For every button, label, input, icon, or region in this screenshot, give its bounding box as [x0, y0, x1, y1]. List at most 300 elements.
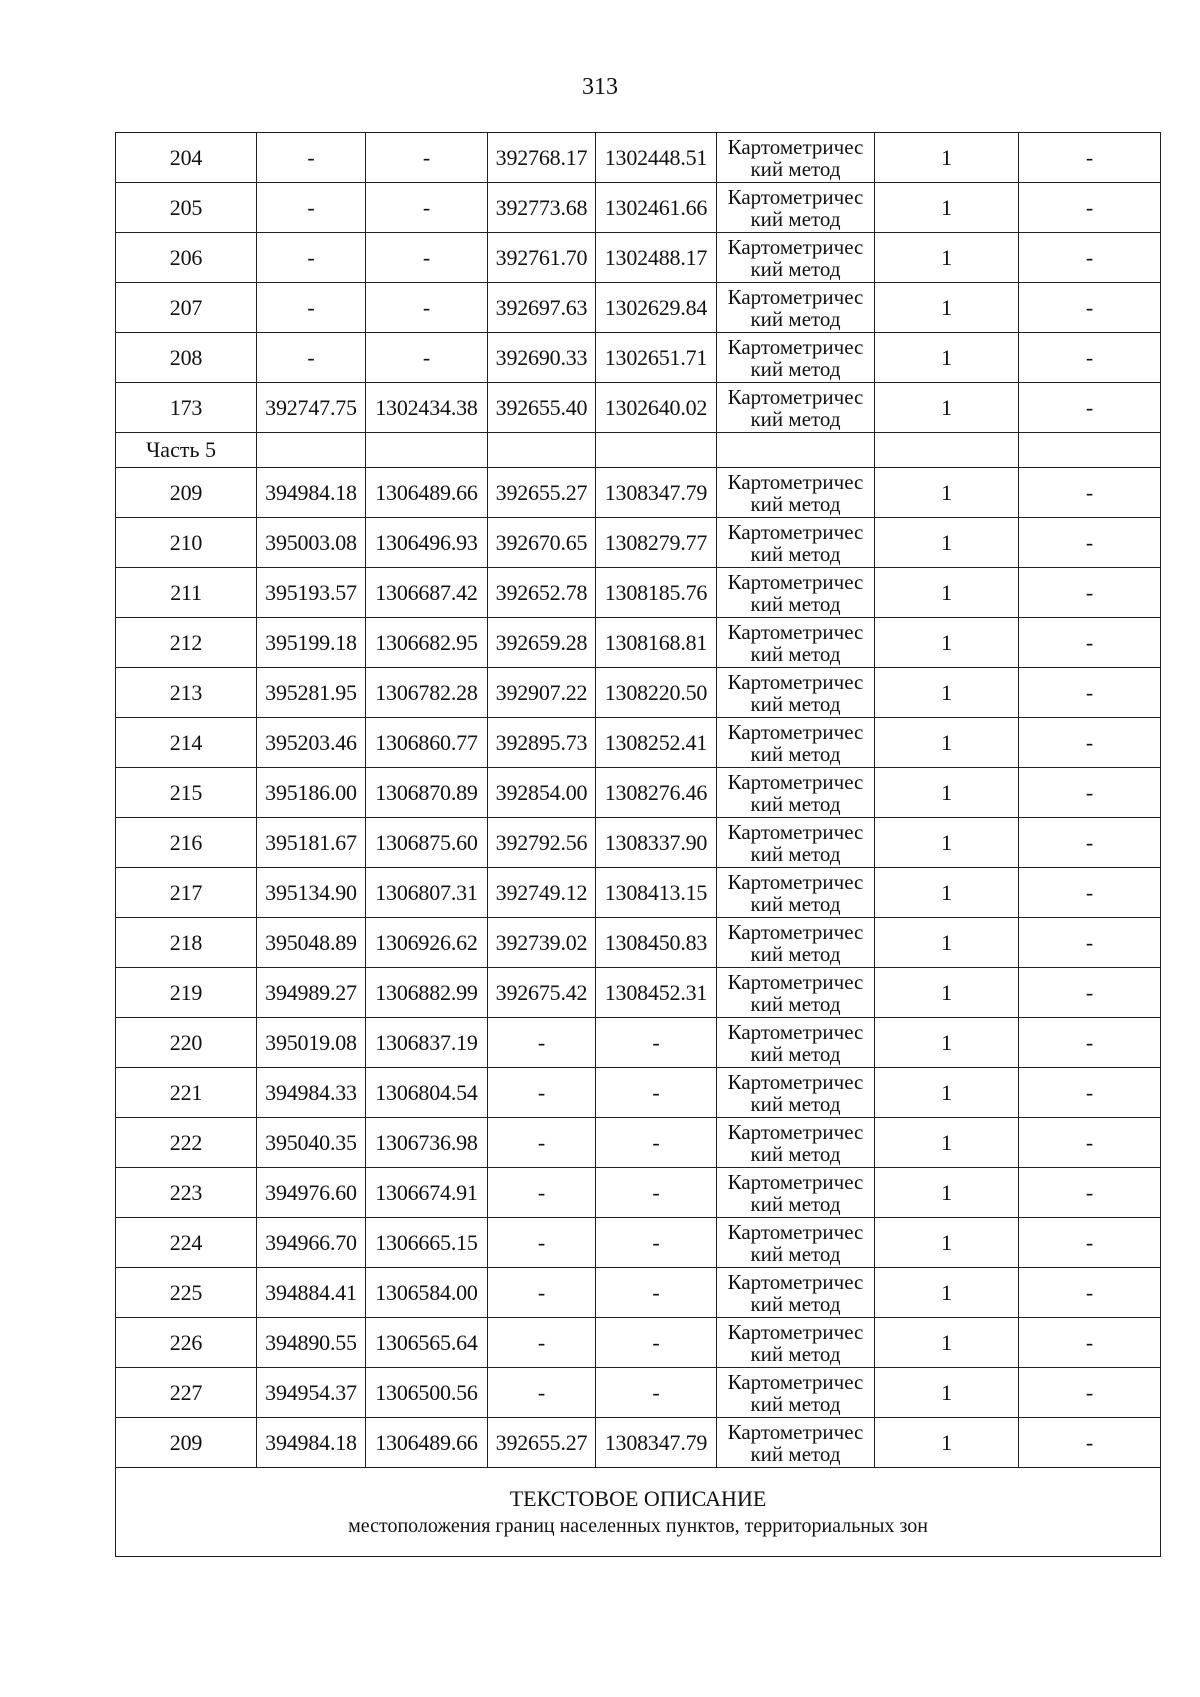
- y-old-cell: 1306882.99: [366, 968, 488, 1018]
- x-new-cell: -: [488, 1318, 596, 1368]
- point-number-cell: 213: [116, 668, 257, 718]
- footer-row: [116, 1468, 1161, 1557]
- method-line-1: Картометричес: [727, 234, 864, 259]
- y-new-cell: -: [596, 1218, 717, 1268]
- y-new-cell: 1302448.51: [596, 133, 717, 183]
- method-cell: [717, 1168, 875, 1218]
- y-new-cell: 1308168.81: [596, 618, 717, 668]
- method-line-1: Картометричес: [727, 1119, 864, 1144]
- accuracy-cell: 1: [875, 1168, 1019, 1218]
- y-new-cell: 1302461.66: [596, 183, 717, 233]
- y-new-cell: 1308450.83: [596, 918, 717, 968]
- accuracy-cell: 1: [875, 968, 1019, 1018]
- method-line-1: Картометричес: [727, 1319, 864, 1344]
- x-new-cell: 392895.73: [488, 718, 596, 768]
- method-cell: [717, 1418, 875, 1468]
- x-new-cell: 392697.63: [488, 283, 596, 333]
- method-cell: [717, 868, 875, 918]
- note-cell: -: [1019, 1068, 1161, 1118]
- method-line-2: кий метод: [750, 1091, 841, 1116]
- table-row: [116, 1368, 1161, 1418]
- note-cell: -: [1019, 968, 1161, 1018]
- note-cell: -: [1019, 868, 1161, 918]
- x-new-cell: 392670.65: [488, 518, 596, 568]
- point-number-cell: 223: [116, 1168, 257, 1218]
- method-cell: [717, 1318, 875, 1368]
- method-line-1: Картометричес: [727, 869, 864, 894]
- part-header-row: [116, 433, 1161, 468]
- accuracy-cell: 1: [875, 518, 1019, 568]
- table-row: [116, 283, 1161, 333]
- method-line-2: кий метод: [750, 156, 841, 181]
- x-old-cell: 395040.35: [257, 1118, 366, 1168]
- y-new-cell: 1308452.31: [596, 968, 717, 1018]
- x-old-cell: -: [257, 133, 366, 183]
- table-row: [116, 868, 1161, 918]
- method-cell: [717, 133, 875, 183]
- y-new-cell: 1302629.84: [596, 283, 717, 333]
- x-new-cell: 392739.02: [488, 918, 596, 968]
- table-row: [116, 718, 1161, 768]
- accuracy-cell: 1: [875, 183, 1019, 233]
- table-row: [116, 1068, 1161, 1118]
- method-cell: [717, 768, 875, 818]
- x-old-cell: 394976.60: [257, 1168, 366, 1218]
- x-old-cell: 395048.89: [257, 918, 366, 968]
- method-line-1: Картометричес: [727, 1169, 864, 1194]
- accuracy-cell: 1: [875, 668, 1019, 718]
- method-line-2: кий метод: [750, 406, 841, 431]
- method-line-1: Картометричес: [727, 469, 864, 494]
- method-line-1: Картометричес: [727, 134, 864, 159]
- y-old-cell: -: [366, 133, 488, 183]
- x-old-cell: 395199.18: [257, 618, 366, 668]
- note-cell: -: [1019, 1018, 1161, 1068]
- y-new-cell: -: [596, 1018, 717, 1068]
- note-cell: -: [1019, 1218, 1161, 1268]
- table-row: [116, 1168, 1161, 1218]
- method-line-2: кий метод: [750, 256, 841, 281]
- y-old-cell: 1306489.66: [366, 468, 488, 518]
- x-old-cell: 394989.27: [257, 968, 366, 1018]
- method-line-1: Картометричес: [727, 1219, 864, 1244]
- page-number: 313: [582, 74, 618, 100]
- y-new-cell: 1302488.17: [596, 233, 717, 283]
- y-old-cell: -: [366, 183, 488, 233]
- table-row: [116, 233, 1161, 283]
- y-new-cell: 1308413.15: [596, 868, 717, 918]
- accuracy-cell: 1: [875, 618, 1019, 668]
- x-old-cell: 394966.70: [257, 1218, 366, 1268]
- x-old-cell: 395203.46: [257, 718, 366, 768]
- method-line-1: Картометричес: [727, 619, 864, 644]
- x-old-cell: 394884.41: [257, 1268, 366, 1318]
- method-cell: [717, 383, 875, 433]
- x-new-cell: 392655.40: [488, 383, 596, 433]
- method-cell: [717, 668, 875, 718]
- method-line-2: кий метод: [750, 206, 841, 231]
- y-new-cell: 1308252.41: [596, 718, 717, 768]
- x-new-cell: 392907.22: [488, 668, 596, 718]
- method-line-2: кий метод: [750, 1041, 841, 1066]
- table-row: [116, 468, 1161, 518]
- y-old-cell: 1306804.54: [366, 1068, 488, 1118]
- y-old-cell: 1306674.91: [366, 1168, 488, 1218]
- note-cell: -: [1019, 918, 1161, 968]
- point-number-cell: 216: [116, 818, 257, 868]
- y-new-cell: -: [596, 1068, 717, 1118]
- y-new-cell: -: [596, 1368, 717, 1418]
- method-cell: [717, 1268, 875, 1318]
- y-old-cell: -: [366, 283, 488, 333]
- method-line-1: Картометричес: [727, 184, 864, 209]
- x-old-cell: 395019.08: [257, 1018, 366, 1068]
- x-new-cell: 392773.68: [488, 183, 596, 233]
- table-row: [116, 1118, 1161, 1168]
- method-cell: [717, 518, 875, 568]
- accuracy-cell: 1: [875, 1268, 1019, 1318]
- method-line-2: кий метод: [750, 356, 841, 381]
- method-line-2: кий метод: [750, 841, 841, 866]
- table-row: [116, 183, 1161, 233]
- method-cell: [717, 1218, 875, 1268]
- x-old-cell: 394890.55: [257, 1318, 366, 1368]
- y-new-cell: -: [596, 1268, 717, 1318]
- point-number-cell: 222: [116, 1118, 257, 1168]
- method-line-1: Картометричес: [727, 569, 864, 594]
- point-number-cell: 214: [116, 718, 257, 768]
- method-line-2: кий метод: [750, 991, 841, 1016]
- method-cell: [717, 333, 875, 383]
- note-cell: -: [1019, 568, 1161, 618]
- note-cell: -: [1019, 233, 1161, 283]
- y-new-cell: 1308337.90: [596, 818, 717, 868]
- accuracy-cell: 1: [875, 918, 1019, 968]
- x-new-cell: -: [488, 1218, 596, 1268]
- method-cell: [717, 1018, 875, 1068]
- x-old-cell: 395181.67: [257, 818, 366, 868]
- accuracy-cell: 1: [875, 1218, 1019, 1268]
- y-old-cell: 1306875.60: [366, 818, 488, 868]
- x-new-cell: 392652.78: [488, 568, 596, 618]
- table-body: [116, 133, 1161, 1468]
- x-new-cell: -: [488, 1268, 596, 1318]
- note-cell: -: [1019, 1118, 1161, 1168]
- point-number-cell: 212: [116, 618, 257, 668]
- method-line-1: Картометричес: [727, 919, 864, 944]
- method-line-2: кий метод: [750, 1441, 841, 1466]
- point-number-cell: 204: [116, 133, 257, 183]
- method-cell: [717, 233, 875, 283]
- x-old-cell: 392747.75: [257, 383, 366, 433]
- x-old-cell: 395193.57: [257, 568, 366, 618]
- table-row: [116, 918, 1161, 968]
- x-old-cell: 395281.95: [257, 668, 366, 718]
- note-cell: -: [1019, 668, 1161, 718]
- method-cell: [717, 568, 875, 618]
- footer-subtitle: местоположения границ населенных пунктов, территориальных зон: [348, 1515, 928, 1537]
- x-new-cell: 392690.33: [488, 333, 596, 383]
- method-cell: [717, 1068, 875, 1118]
- note-cell: -: [1019, 1418, 1161, 1468]
- x-new-cell: 392792.56: [488, 818, 596, 868]
- method-line-2: кий метод: [750, 791, 841, 816]
- y-old-cell: 1306687.42: [366, 568, 488, 618]
- point-number-cell: 207: [116, 283, 257, 333]
- point-number-cell: 227: [116, 1368, 257, 1418]
- x-old-cell: 395003.08: [257, 518, 366, 568]
- method-line-2: кий метод: [750, 1191, 841, 1216]
- y-old-cell: 1306496.93: [366, 518, 488, 568]
- y-new-cell: 1302651.71: [596, 333, 717, 383]
- y-new-cell: -: [596, 1318, 717, 1368]
- table-row: [116, 1318, 1161, 1368]
- y-old-cell: 1302434.38: [366, 383, 488, 433]
- y-old-cell: 1306860.77: [366, 718, 488, 768]
- point-number-cell: 209: [116, 468, 257, 518]
- method-line-2: кий метод: [750, 491, 841, 516]
- method-cell: [717, 283, 875, 333]
- note-cell: -: [1019, 1318, 1161, 1368]
- y-new-cell: 1308276.46: [596, 768, 717, 818]
- y-new-cell: 1302640.02: [596, 383, 717, 433]
- method-line-2: кий метод: [750, 1291, 841, 1316]
- point-number-cell: 173: [116, 383, 257, 433]
- accuracy-cell: 1: [875, 233, 1019, 283]
- note-cell: -: [1019, 283, 1161, 333]
- y-old-cell: 1306837.19: [366, 1018, 488, 1068]
- method-line-2: кий метод: [750, 941, 841, 966]
- part-label: Часть 5: [116, 433, 257, 468]
- method-line-1: Картометричес: [727, 1369, 864, 1394]
- method-line-2: кий метод: [750, 1391, 841, 1416]
- method-line-1: Картометричес: [727, 1019, 864, 1044]
- x-new-cell: -: [488, 1068, 596, 1118]
- method-line-1: Картометричес: [727, 669, 864, 694]
- y-old-cell: 1306500.56: [366, 1368, 488, 1418]
- table-row: [116, 818, 1161, 868]
- accuracy-cell: 1: [875, 1418, 1019, 1468]
- y-old-cell: 1306870.89: [366, 768, 488, 818]
- accuracy-cell: 1: [875, 818, 1019, 868]
- method-cell: [717, 818, 875, 868]
- note-cell: -: [1019, 468, 1161, 518]
- method-line-2: кий метод: [750, 641, 841, 666]
- method-cell: [717, 718, 875, 768]
- note-cell: -: [1019, 333, 1161, 383]
- table-row: [116, 1218, 1161, 1268]
- method-cell: [717, 918, 875, 968]
- accuracy-cell: 1: [875, 1318, 1019, 1368]
- accuracy-cell: 1: [875, 1118, 1019, 1168]
- table-row: [116, 333, 1161, 383]
- table-row: [116, 383, 1161, 433]
- point-number-cell: 226: [116, 1318, 257, 1368]
- accuracy-cell: 1: [875, 383, 1019, 433]
- method-cell: [717, 183, 875, 233]
- table-row: [116, 1018, 1161, 1068]
- y-old-cell: 1306782.28: [366, 668, 488, 718]
- y-new-cell: 1308347.79: [596, 468, 717, 518]
- method-line-1: Картометричес: [727, 819, 864, 844]
- note-cell: -: [1019, 1268, 1161, 1318]
- point-number-cell: 217: [116, 868, 257, 918]
- empty-cell: [1019, 433, 1161, 468]
- y-old-cell: 1306584.00: [366, 1268, 488, 1318]
- point-number-cell: 221: [116, 1068, 257, 1118]
- x-new-cell: 392768.17: [488, 133, 596, 183]
- method-line-1: Картометричес: [727, 1419, 864, 1444]
- x-old-cell: 394954.37: [257, 1368, 366, 1418]
- x-old-cell: 395134.90: [257, 868, 366, 918]
- note-cell: -: [1019, 133, 1161, 183]
- x-new-cell: 392749.12: [488, 868, 596, 918]
- table-footer: [116, 1468, 1161, 1557]
- note-cell: -: [1019, 718, 1161, 768]
- method-line-2: кий метод: [750, 591, 841, 616]
- point-number-cell: 220: [116, 1018, 257, 1068]
- accuracy-cell: 1: [875, 718, 1019, 768]
- accuracy-cell: 1: [875, 1368, 1019, 1418]
- accuracy-cell: 1: [875, 1018, 1019, 1068]
- x-new-cell: -: [488, 1368, 596, 1418]
- x-old-cell: 394984.18: [257, 468, 366, 518]
- y-old-cell: 1306736.98: [366, 1118, 488, 1168]
- method-line-1: Картометричес: [727, 1269, 864, 1294]
- x-old-cell: 394984.33: [257, 1068, 366, 1118]
- method-line-1: Картометричес: [727, 1069, 864, 1094]
- y-old-cell: 1306665.15: [366, 1218, 488, 1268]
- x-new-cell: 392854.00: [488, 768, 596, 818]
- y-old-cell: 1306926.62: [366, 918, 488, 968]
- table-row: [116, 968, 1161, 1018]
- x-new-cell: 392659.28: [488, 618, 596, 668]
- y-new-cell: -: [596, 1118, 717, 1168]
- table-row: [116, 518, 1161, 568]
- note-cell: -: [1019, 818, 1161, 868]
- accuracy-cell: 1: [875, 133, 1019, 183]
- point-number-cell: 224: [116, 1218, 257, 1268]
- note-cell: -: [1019, 1168, 1161, 1218]
- y-new-cell: 1308220.50: [596, 668, 717, 718]
- y-old-cell: -: [366, 233, 488, 283]
- point-number-cell: 206: [116, 233, 257, 283]
- accuracy-cell: 1: [875, 1068, 1019, 1118]
- x-old-cell: -: [257, 183, 366, 233]
- y-new-cell: 1308279.77: [596, 518, 717, 568]
- table-row: [116, 1268, 1161, 1318]
- method-line-2: кий метод: [750, 1341, 841, 1366]
- accuracy-cell: 1: [875, 333, 1019, 383]
- method-cell: [717, 1368, 875, 1418]
- empty-cell: [257, 433, 366, 468]
- y-old-cell: -: [366, 333, 488, 383]
- y-old-cell: 1306565.64: [366, 1318, 488, 1368]
- table-row: [116, 768, 1161, 818]
- point-number-cell: 211: [116, 568, 257, 618]
- x-old-cell: 395186.00: [257, 768, 366, 818]
- point-number-cell: 210: [116, 518, 257, 568]
- table-row: [116, 618, 1161, 668]
- x-new-cell: -: [488, 1168, 596, 1218]
- y-old-cell: 1306682.95: [366, 618, 488, 668]
- accuracy-cell: 1: [875, 868, 1019, 918]
- method-line-2: кий метод: [750, 541, 841, 566]
- point-number-cell: 209: [116, 1418, 257, 1468]
- method-line-1: Картометричес: [727, 969, 864, 994]
- method-line-2: кий метод: [750, 1141, 841, 1166]
- y-old-cell: 1306489.66: [366, 1418, 488, 1468]
- y-new-cell: -: [596, 1168, 717, 1218]
- x-old-cell: -: [257, 333, 366, 383]
- table-row: [116, 668, 1161, 718]
- method-cell: [717, 618, 875, 668]
- y-new-cell: 1308347.79: [596, 1418, 717, 1468]
- footer-title: ТЕКСТОВОЕ ОПИСАНИЕ: [509, 1486, 767, 1511]
- x-new-cell: 392655.27: [488, 468, 596, 518]
- method-line-2: кий метод: [750, 741, 841, 766]
- note-cell: -: [1019, 618, 1161, 668]
- point-number-cell: 225: [116, 1268, 257, 1318]
- empty-cell: [488, 433, 596, 468]
- method-line-2: кий метод: [750, 691, 841, 716]
- method-cell: [717, 468, 875, 518]
- note-cell: -: [1019, 1368, 1161, 1418]
- accuracy-cell: 1: [875, 568, 1019, 618]
- method-line-1: Картометричес: [727, 769, 864, 794]
- accuracy-cell: 1: [875, 468, 1019, 518]
- point-number-cell: 219: [116, 968, 257, 1018]
- method-line-2: кий метод: [750, 306, 841, 331]
- table-row: [116, 568, 1161, 618]
- note-cell: -: [1019, 518, 1161, 568]
- method-line-1: Картометричес: [727, 284, 864, 309]
- note-cell: -: [1019, 183, 1161, 233]
- empty-cell: [366, 433, 488, 468]
- y-old-cell: 1306807.31: [366, 868, 488, 918]
- x-new-cell: 392675.42: [488, 968, 596, 1018]
- method-line-1: Картометричес: [727, 334, 864, 359]
- point-number-cell: 208: [116, 333, 257, 383]
- note-cell: -: [1019, 768, 1161, 818]
- table-row: [116, 133, 1161, 183]
- x-old-cell: -: [257, 233, 366, 283]
- x-new-cell: -: [488, 1018, 596, 1068]
- method-cell: [717, 1118, 875, 1168]
- point-number-cell: 205: [116, 183, 257, 233]
- x-old-cell: 394984.18: [257, 1418, 366, 1468]
- method-line-2: кий метод: [750, 1241, 841, 1266]
- footer-cell: [116, 1468, 1161, 1557]
- method-cell: [717, 968, 875, 1018]
- method-line-1: Картометричес: [727, 384, 864, 409]
- table-row: [116, 1418, 1161, 1468]
- method-line-1: Картометричес: [727, 719, 864, 744]
- x-new-cell: 392655.27: [488, 1418, 596, 1468]
- empty-cell: [596, 433, 717, 468]
- point-number-cell: 218: [116, 918, 257, 968]
- note-cell: -: [1019, 383, 1161, 433]
- method-line-1: Картометричес: [727, 519, 864, 544]
- method-line-2: кий метод: [750, 891, 841, 916]
- y-new-cell: 1308185.76: [596, 568, 717, 618]
- point-number-cell: 215: [116, 768, 257, 818]
- x-new-cell: -: [488, 1118, 596, 1168]
- x-old-cell: -: [257, 283, 366, 333]
- accuracy-cell: 1: [875, 768, 1019, 818]
- coordinates-table: [115, 132, 1161, 1557]
- empty-cell: [875, 433, 1019, 468]
